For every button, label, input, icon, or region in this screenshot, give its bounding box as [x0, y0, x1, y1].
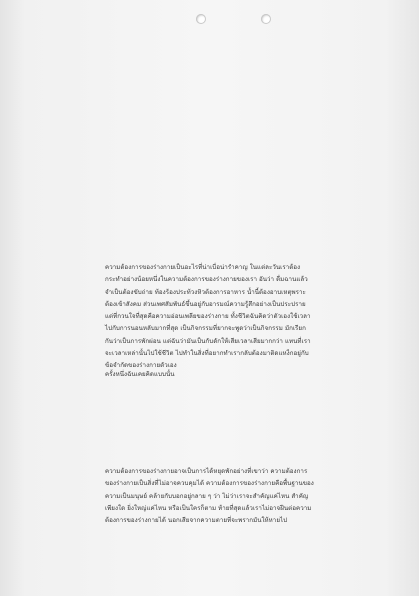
text-line: กันว่าเป็นการพักผ่อน แต่ฉันว่ามันเป็นกับดักให้เสียเวลาเสียมากกว่า แทนที่เรา — [105, 337, 311, 345]
text-line: เพียงใด ยิ่งใหญ่แค่ไหน หรือเป็นใครก็ตาม ท้ายที่สุดแล้วเราไม่อาจฝืนต่อความ — [105, 504, 312, 512]
text-line: จำเป็นต้องขับถ่าย ท้องร้องประท้วงหิวต้องการอาหาร น้ำนี้ต้องอาบเหตุพราะ — [105, 288, 306, 296]
text-line: แต่ที่กวนใจที่สุดคือความอ่อนเพลียของร่างกาย ทั้งชีวิตฉันคิดว่าตัวเองใช้เวลา — [105, 313, 311, 321]
paragraph-1 — [105, 262, 345, 373]
text-line: ข้อจำกัดของร่างกายตัวเอง — [105, 362, 177, 370]
paragraph-3 — [105, 466, 345, 527]
text-line: ของร่างกายเป็นสิ่งที่ไม่อาจควบคุมได้ ความต้องการของร่างกายคือพื้นฐานของ — [105, 480, 314, 488]
text-line: ความต้องการของร่างกายเป็นอะไรที่น่าเบื่อน่ารำคาญ ในแต่ละวันเราต้อง — [105, 264, 301, 271]
text-line: ครั้งหนึ่งฉันเคยคิดแบบนั้น — [105, 371, 175, 378]
text-line: ความต้องการของร่างกายอาจเป็นการได้หยุดพักอย่างที่เขาว่า ความต้องการ — [105, 468, 308, 475]
text-line: ไปกับการนอนหลับมากที่สุด เป็นกิจกรรมที่ยากจะพูดว่าเป็นกิจกรรม มักเรียก — [105, 325, 306, 333]
text-line: จะเวลาเหล่านั้นไปใช้ชีวิต ไปทำในสิ่งที่อยากทำเรากลับต้องมาติดแหง็กอยู่กับ — [105, 350, 309, 358]
punch-hole-left — [196, 14, 206, 24]
text-line: ความเป็นมนุษย์ คล้ายกับบอกอยู่กลาย ๆ ว่า ไม่ว่าเราจะสำคัญแค่ไหน สำคัญ — [105, 492, 309, 500]
paragraph-2 — [105, 369, 345, 381]
text-line: กระทำอย่างน้อยหนึ่งในความต้องการของร่างกายของเรา อันว่า ดื่มฉานแล้ว — [105, 276, 308, 284]
punch-hole-right — [261, 14, 271, 24]
text-line: ต้องการของร่างกายได้ นอกเสียจากความตายที่จะพรากมันให้หายไป — [105, 517, 288, 525]
text-line: ต้องเข้าสังคม ส่วนเพศสัมพันธ์ขึ้นอยู่กับอารมณ์ความรู้สึกอย่างเป็นประปราย — [105, 300, 306, 308]
